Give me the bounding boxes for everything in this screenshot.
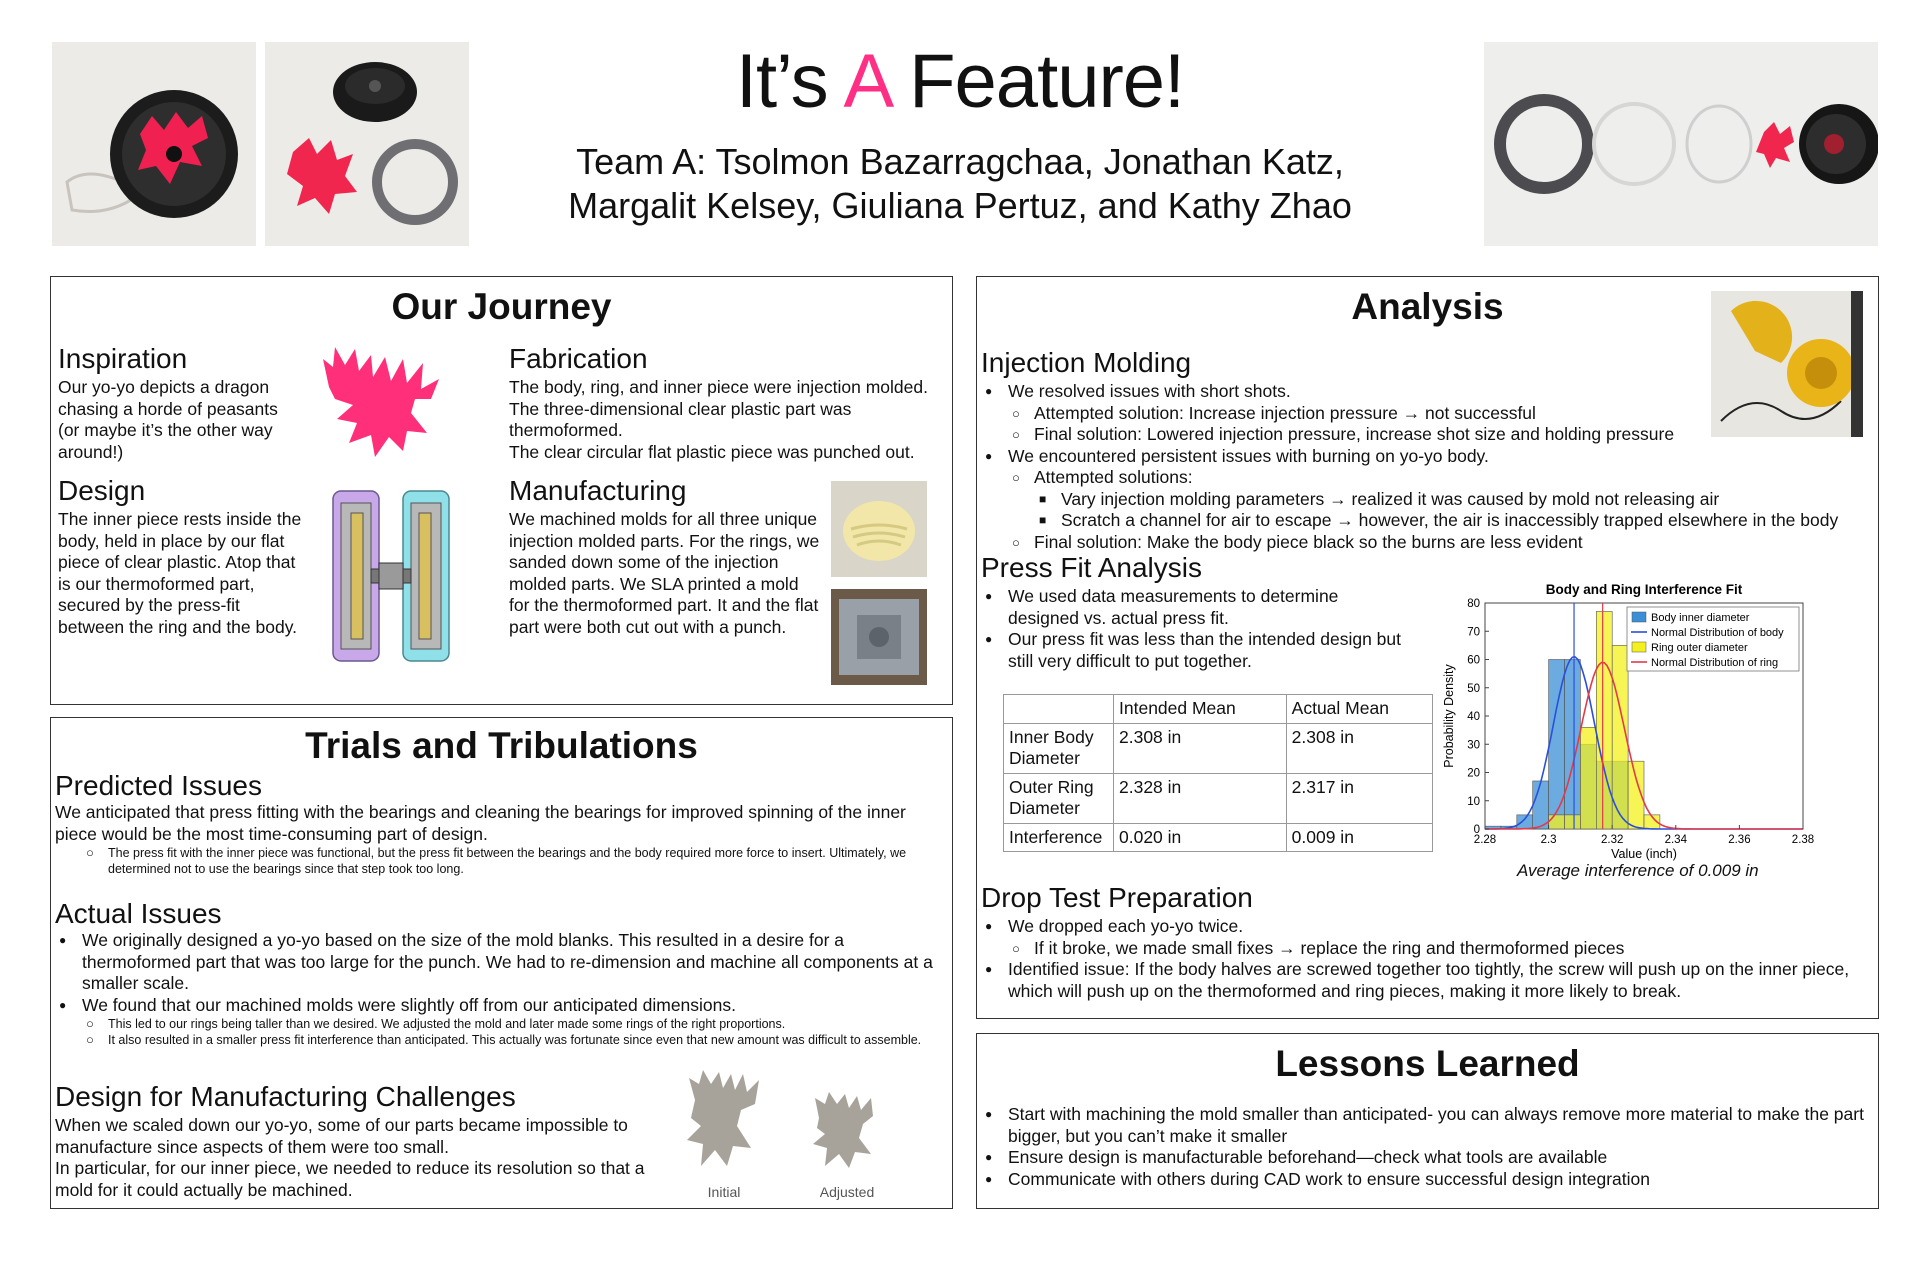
im-bullet-2: ● We encountered persistent issues with burning on yo-yo body. [981,446,1876,468]
table-row [1004,823,1433,852]
x-axis-label: Value (inch) [1611,847,1677,861]
our-journey-panel [50,276,953,705]
y-axis-label: Probability Density [1442,664,1456,768]
table-header-cell [1004,695,1114,724]
dt-bullet-2: ● Identified issue: If the body halves are screwed together too tightly, the screw will push up on the inner piece, which will push up on the thermoformed and ring pieces, making it more likely to break. [981,959,1876,1002]
predicted-sub-1: ○ The press fit with the inner piece was functional, but the press fit between the bearings and the body required more force to insert. Ultimately, we determined not to use the bearings since that step took too long. [55,845,945,877]
press-fit-heading: Press Fit Analysis [981,552,1202,583]
table-cell: 2.308 in [1286,723,1432,773]
actual-issues-list [55,930,945,1048]
x-tick-label: 2.38 [1791,834,1815,846]
initial-caption: Initial [707,1184,741,1200]
lesson-1: ● Start with machining the mold smaller than anticipated- you can always remove more material to make the part bigger, but you can’t make it smaller [981,1104,1876,1147]
fabrication-line-3: The clear circular flat plastic piece was punched out. [509,441,915,462]
y-tick-label: 20 [1467,767,1480,780]
table-cell: 2.317 in [1286,773,1432,823]
chart-title: Body and Ring Interference Fit [1545,582,1743,597]
histogram-bar [1580,727,1596,829]
table-cell: 2.328 in [1114,773,1287,823]
thermoformed-mold-photo [831,481,927,577]
dt-bullet-1-sub-1: ○ If it broke, we made small fixes → replace the ring and thermoformed pieces [981,938,1876,960]
table-cell: 0.009 in [1286,823,1432,852]
table-cell: Interference [1004,823,1114,852]
inspiration-text: Our yo-yo depicts a dragon chasing a horde of peasants (or maybe it’s the other way around!) [58,377,278,462]
table-header-cell: Actual Mean [1286,695,1432,724]
x-tick-label: 2.28 [1473,834,1497,846]
table-cell: Inner Body Diameter [1004,723,1114,773]
y-tick-label: 30 [1467,739,1480,752]
fabrication-line-2: The three-dimensional clear plastic part was thermoformed. [509,398,852,440]
inspiration-heading: Inspiration [58,343,188,374]
fabrication-heading: Fabrication [509,343,648,374]
histogram-bar [1565,815,1581,829]
lesson-2: ● Ensure design is manufacturable beforehand—check what tools are available [981,1147,1876,1169]
legend-label: Ring outer diameter [1651,642,1748,654]
histogram-bar [1533,781,1549,829]
poster-title: It’s A Feature! [735,39,1185,124]
dfm-text-1: When we scaled down our yo-yo, some of our parts became impossible to manufacture since aspects of them were too small. [55,1115,628,1157]
x-tick-label: 2.3 [1540,834,1557,846]
y-tick-label: 40 [1467,711,1480,723]
drop-test-list [981,916,1876,1002]
dragon-inner-piece-image [319,337,445,473]
fabrication-line-1: The body, ring, and inner piece were injection molded. [509,377,928,397]
dfm-heading: Design for Manufacturing Challenges [55,1081,516,1112]
x-tick-label: 2.32 [1601,834,1624,846]
y-tick-label: 80 [1467,598,1480,610]
our-journey-title: Our Journey [391,286,612,327]
drop-test-heading: Drop Test Preparation [981,882,1253,913]
authors-line-2: Margalit Kelsey, Giuliana Pertuz, and Kathy Zhao [568,185,1352,226]
table-header-row [1004,695,1433,724]
actual-issues-heading: Actual Issues [55,898,222,929]
chart-caption: Average interference of 0.009 in [1517,861,1759,880]
team-authors [520,140,1400,228]
predicted-issues-heading: Predicted Issues [55,770,262,801]
fabrication-text [509,377,949,463]
table-row [1004,723,1433,773]
yoyo-exploded-photo [1484,42,1878,246]
analysis-title: Analysis [1351,286,1504,327]
legend-label: Normal Distribution of body [1651,627,1784,639]
adjusted-caption: Adjusted [819,1184,875,1200]
histogram-bar [1517,815,1533,829]
machined-mold-photo [831,589,927,685]
dt-bullet-1: ● We dropped each yo-yo twice. [981,916,1876,938]
im-bullet-1-sub-1: ○ Attempted solution: Increase injection pressure → not successful [981,403,1876,425]
x-tick-label: 2.36 [1728,834,1751,846]
legend-label: Normal Distribution of ring [1651,657,1779,669]
im-bullet-1-sub-2: ○ Final solution: Lowered injection pressure, increase shot size and holding pressure [981,424,1876,446]
im-bullet-2-square-2: ■ Scratch a channel for air to escape → however, the air is inaccessibly trapped elsewhere in the body [981,510,1876,532]
y-tick-label: 60 [1467,654,1480,667]
histogram-bar [1549,815,1565,829]
table-row [1004,773,1433,823]
lessons-list [981,1104,1876,1190]
x-tick-label: 2.34 [1664,834,1687,846]
yoyo-parts-photo [265,42,469,246]
press-fit-table [1003,694,1433,852]
actual-issue-2-sub-1: ○ This led to our rings being taller than we desired. We adjusted the mold and later made some rings of the right proportions. [55,1016,945,1032]
predicted-issues-text: We anticipated that press fitting with the bearings and cleaning the bearings for improved spinning of the inner piece would be the most time-consuming part of design. [55,802,906,844]
legend-swatch [1632,642,1646,652]
im-bullet-2-sub-1: ○ Attempted solutions: [981,467,1876,489]
authors-line-1: Team A: Tsolmon Bazarragchaa, Jonathan Katz, [576,141,1344,182]
legend-swatch [1632,612,1646,622]
im-bullet-1: ● We resolved issues with short shots. [981,381,1876,403]
im-bullet-2-square-1: ■ Vary injection molding parameters → realized it was caused by mold not releasing air [981,489,1876,511]
lessons-title: Lessons Learned [1275,1043,1580,1084]
manufacturing-heading: Manufacturing [509,475,687,506]
trials-title: Trials and Tribulations [305,725,698,766]
table-header-cell: Intended Mean [1114,695,1287,724]
design-text: The inner piece rests inside the body, held in place by our flat piece of clear plastic. Atop that is our thermoformed part, secured by the press-fit between the ring and the body. [58,509,302,637]
dfm-text-2: In particular, for our inner piece, we needed to reduce its resolution so that a mold for it could actually be machined. [55,1158,645,1200]
adjusted-inner-piece-image [807,1088,887,1174]
pf-bullet-2: ● Our press fit was less than the intended design but still very difficult to put together. [981,629,1401,672]
lessons-panel [976,1033,1879,1209]
analysis-panel [976,276,1879,1019]
table-cell: Outer Ring Diameter [1004,773,1114,823]
injection-molding-heading: Injection Molding [981,347,1192,378]
y-tick-label: 10 [1467,795,1480,808]
design-heading: Design [58,475,146,506]
y-tick-label: 50 [1467,682,1480,695]
table-cell: 2.308 in [1114,723,1287,773]
actual-issue-2: ● We found that our machined molds were slightly off from our anticipated dimensions. [55,995,945,1017]
actual-issue-1: ● We originally designed a yo-yo based on the size of the mold blanks. This resulted in a desire for a thermoformed part that was too large for the punch. We had to re-dimension and machine all components at a smaller scale. [55,930,945,995]
dfm-text [55,1115,655,1201]
histogram-bar [1596,611,1612,829]
initial-inner-piece-image [681,1066,767,1178]
y-tick-label: 0 [1473,824,1480,836]
lesson-3: ● Communicate with others during CAD work to ensure successful design integration [981,1169,1876,1191]
trials-panel [50,717,953,1209]
injection-molding-list [981,381,1876,553]
actual-issue-2-sub-2: ○ It also resulted in a smaller press fit interference than anticipated. This actually was fortunate since even that new amount was difficult to assemble. [55,1032,945,1048]
yoyo-assembled-photo [52,42,256,246]
im-bullet-2-sub-2: ○ Final solution: Make the body piece black so the burns are less evident [981,532,1876,554]
predicted-issues-sublist [55,845,945,877]
press-fit-list [981,586,1401,672]
y-tick-label: 70 [1467,626,1480,639]
yoyo-cross-section-diagram [331,489,451,663]
pf-bullet-1: ● We used data measurements to determine designed vs. actual press fit. [981,586,1401,629]
legend-label: Body inner diameter [1651,612,1750,624]
table-cell: 0.020 in [1114,823,1287,852]
interference-fit-chart [1433,563,1825,873]
title-accent-letter: A [843,39,889,124]
manufacturing-text: We machined molds for all three unique injection molded parts. For the rings, we sanded down some of the injection molded parts. We SLA printed a mold for the thermoformed part. It and the flat part were both cut out with a punch. [509,509,820,637]
